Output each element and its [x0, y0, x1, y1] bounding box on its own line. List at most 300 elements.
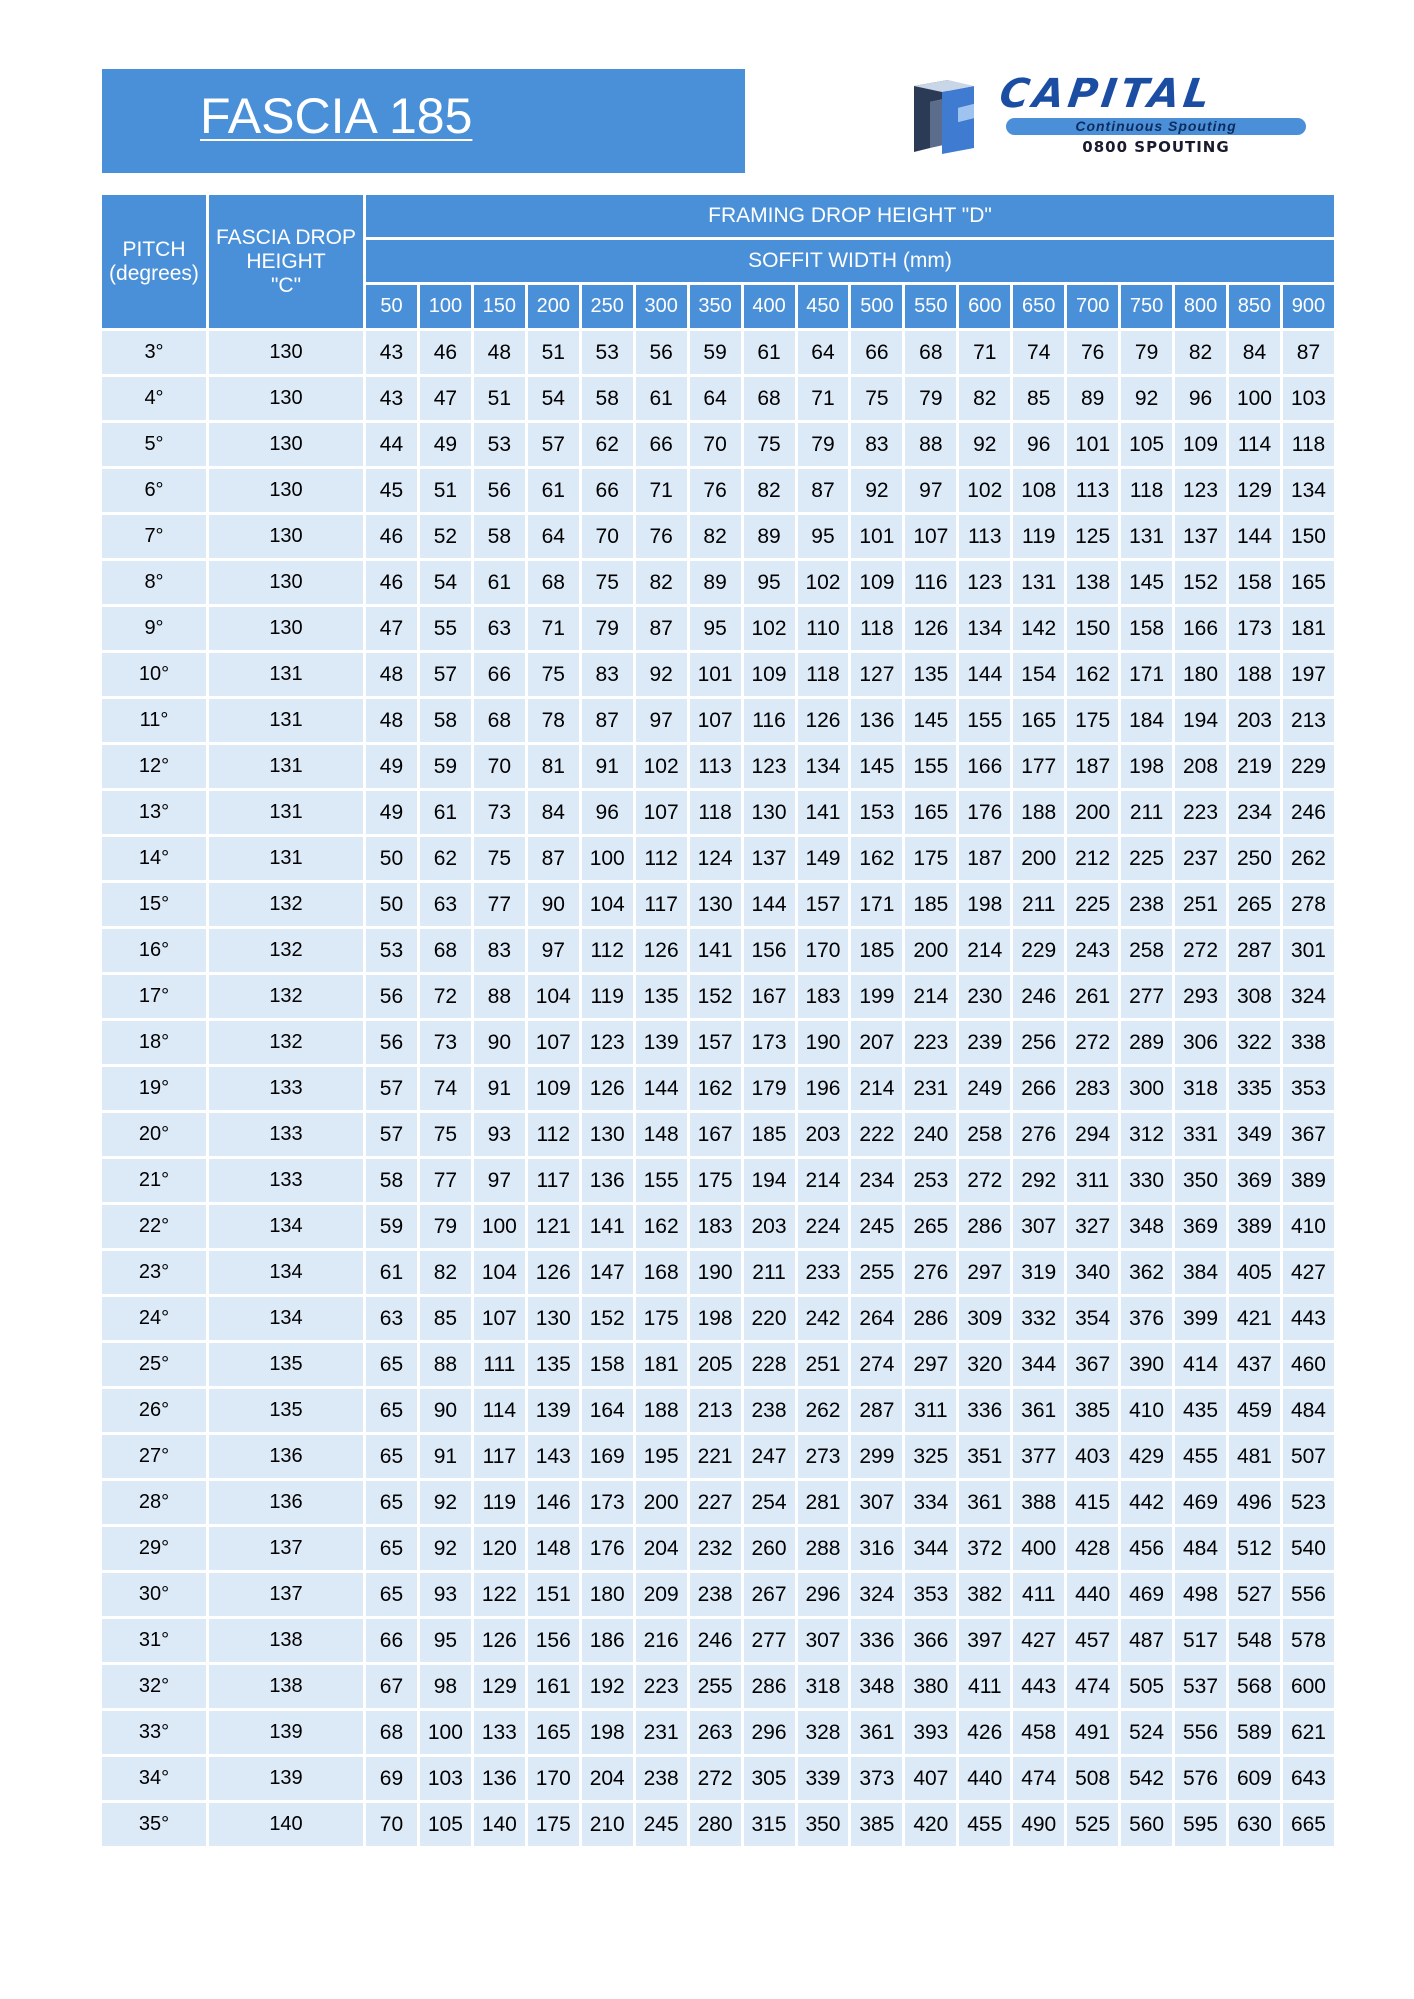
framing-drop-cell: 556: [1283, 1573, 1334, 1616]
framing-drop-cell: 57: [366, 1113, 417, 1156]
pitch-cell: 12°: [102, 745, 206, 788]
framing-drop-cell: 107: [474, 1297, 525, 1340]
framing-drop-cell: 167: [744, 975, 795, 1018]
framing-drop-cell: 134: [798, 745, 849, 788]
framing-drop-cell: 118: [798, 653, 849, 696]
framing-drop-cell: 184: [1121, 699, 1172, 742]
framing-drop-cell: 305: [744, 1757, 795, 1800]
framing-drop-cell: 52: [420, 515, 471, 558]
fascia-drop-cell: 130: [209, 423, 363, 466]
framing-drop-cell: 167: [690, 1113, 741, 1156]
framing-drop-cell: 251: [798, 1343, 849, 1386]
title-banner: [102, 69, 745, 173]
framing-drop-cell: 46: [366, 515, 417, 558]
framing-drop-cell: 293: [1175, 975, 1226, 1018]
pitch-cell: 14°: [102, 837, 206, 880]
framing-drop-cell: 334: [905, 1481, 956, 1524]
framing-drop-cell: 351: [959, 1435, 1010, 1478]
framing-drop-cell: 51: [420, 469, 471, 512]
framing-drop-cell: 92: [1121, 377, 1172, 420]
framing-drop-cell: 171: [1121, 653, 1172, 696]
table-row: [102, 929, 1334, 972]
framing-drop-cell: 589: [1229, 1711, 1280, 1754]
framing-drop-cell: 105: [420, 1803, 471, 1846]
framing-drop-cell: 136: [474, 1757, 525, 1800]
framing-drop-cell: 49: [420, 423, 471, 466]
soffit-width-150: 150: [474, 285, 525, 328]
framing-drop-cell: 48: [366, 653, 417, 696]
framing-drop-cell: 233: [798, 1251, 849, 1294]
framing-drop-cell: 112: [636, 837, 687, 880]
framing-drop-cell: 456: [1121, 1527, 1172, 1570]
framing-drop-cell: 484: [1283, 1389, 1334, 1432]
framing-drop-cell: 66: [474, 653, 525, 696]
framing-drop-cell: 609: [1229, 1757, 1280, 1800]
framing-drop-cell: 407: [905, 1757, 956, 1800]
framing-drop-cell: 144: [744, 883, 795, 926]
framing-drop-cell: 213: [1283, 699, 1334, 742]
framing-drop-cell: 219: [1229, 745, 1280, 788]
framing-drop-cell: 211: [744, 1251, 795, 1294]
page-title: FASCIA 185: [200, 88, 473, 144]
framing-drop-cell: 56: [636, 331, 687, 374]
framing-drop-cell: 93: [474, 1113, 525, 1156]
framing-drop-cell: 70: [474, 745, 525, 788]
framing-drop-cell: 287: [1229, 929, 1280, 972]
soffit-width-350: 350: [690, 285, 741, 328]
framing-drop-cell: 254: [744, 1481, 795, 1524]
framing-drop-cell: 361: [1013, 1389, 1064, 1432]
framing-drop-cell: 107: [905, 515, 956, 558]
framing-drop-cell: 136: [851, 699, 902, 742]
framing-drop-cell: 54: [420, 561, 471, 604]
framing-drop-cell: 578: [1283, 1619, 1334, 1662]
framing-drop-cell: 145: [851, 745, 902, 788]
framing-drop-cell: 384: [1175, 1251, 1226, 1294]
framing-drop-cell: 287: [851, 1389, 902, 1432]
framing-drop-cell: 96: [582, 791, 633, 834]
framing-drop-cell: 131: [1121, 515, 1172, 558]
framing-drop-cell: 548: [1229, 1619, 1280, 1662]
framing-drop-cell: 245: [636, 1803, 687, 1846]
framing-drop-cell: 621: [1283, 1711, 1334, 1754]
fascia-drop-cell: 131: [209, 745, 363, 788]
framing-drop-cell: 100: [474, 1205, 525, 1248]
pitch-cell: 18°: [102, 1021, 206, 1064]
fascia-drop-cell: 130: [209, 469, 363, 512]
fascia-drop-cell: 132: [209, 883, 363, 926]
framing-drop-cell: 255: [690, 1665, 741, 1708]
framing-drop-cell: 65: [366, 1481, 417, 1524]
pitch-cell: 27°: [102, 1435, 206, 1478]
framing-drop-cell: 265: [905, 1205, 956, 1248]
framing-drop-cell: 183: [690, 1205, 741, 1248]
framing-drop-cell: 198: [959, 883, 1010, 926]
framing-drop-cell: 246: [1283, 791, 1334, 834]
framing-drop-cell: 274: [851, 1343, 902, 1386]
framing-drop-cell: 187: [1067, 745, 1118, 788]
framing-drop-cell: 211: [1013, 883, 1064, 926]
table-row: [102, 1113, 1334, 1156]
table-row: [102, 1297, 1334, 1340]
table-row: [102, 1803, 1334, 1846]
soffit-width-800: 800: [1175, 285, 1226, 328]
framing-drop-cell: 104: [474, 1251, 525, 1294]
framing-drop-cell: 437: [1229, 1343, 1280, 1386]
framing-drop-cell: 100: [1229, 377, 1280, 420]
framing-drop-cell: 200: [905, 929, 956, 972]
framing-drop-cell: 299: [851, 1435, 902, 1478]
framing-drop-cell: 45: [366, 469, 417, 512]
soffit-width-700: 700: [1067, 285, 1118, 328]
framing-drop-cell: 297: [959, 1251, 1010, 1294]
fascia-drop-cell: 137: [209, 1527, 363, 1570]
framing-drop-cell: 114: [474, 1389, 525, 1432]
framing-drop-cell: 65: [366, 1573, 417, 1616]
framing-drop-cell: 524: [1121, 1711, 1172, 1754]
framing-drop-cell: 177: [1013, 745, 1064, 788]
framing-drop-cell: 296: [744, 1711, 795, 1754]
fascia-drop-cell: 140: [209, 1803, 363, 1846]
framing-drop-cell: 203: [1229, 699, 1280, 742]
framing-drop-cell: 61: [528, 469, 579, 512]
framing-drop-cell: 48: [474, 331, 525, 374]
framing-drop-cell: 427: [1283, 1251, 1334, 1294]
framing-drop-cell: 75: [851, 377, 902, 420]
framing-drop-cell: 251: [1175, 883, 1226, 926]
soffit-width-750: 750: [1121, 285, 1172, 328]
framing-drop-cell: 330: [1121, 1159, 1172, 1202]
pitch-header: [102, 195, 206, 328]
soffit-width-550: 550: [905, 285, 956, 328]
framing-drop-cell: 273: [798, 1435, 849, 1478]
pitch-cell: 5°: [102, 423, 206, 466]
framing-drop-cell: 272: [690, 1757, 741, 1800]
framing-drop-cell: 151: [528, 1573, 579, 1616]
table-row: [102, 1619, 1334, 1662]
framing-drop-cell: 262: [798, 1389, 849, 1432]
framing-drop-cell: 165: [528, 1711, 579, 1754]
framing-drop-cell: 527: [1229, 1573, 1280, 1616]
framing-drop-cell: 435: [1175, 1389, 1226, 1432]
framing-drop-cell: 320: [959, 1343, 1010, 1386]
pitch-cell: 29°: [102, 1527, 206, 1570]
framing-drop-cell: 238: [1121, 883, 1172, 926]
framing-drop-cell: 113: [690, 745, 741, 788]
framing-drop-cell: 88: [420, 1343, 471, 1386]
framing-drop-cell: 145: [1121, 561, 1172, 604]
framing-drop-cell: 139: [636, 1021, 687, 1064]
fascia-drop-cell: 131: [209, 653, 363, 696]
framing-drop-cell: 399: [1175, 1297, 1226, 1340]
pitch-cell: 3°: [102, 331, 206, 374]
framing-drop-cell: 327: [1067, 1205, 1118, 1248]
framing-drop-cell: 171: [851, 883, 902, 926]
framing-drop-cell: 229: [1013, 929, 1064, 972]
framing-drop-cell: 457: [1067, 1619, 1118, 1662]
framing-drop-cell: 47: [420, 377, 471, 420]
framing-drop-cell: 95: [744, 561, 795, 604]
framing-drop-cell: 65: [366, 1527, 417, 1570]
framing-drop-cell: 210: [582, 1803, 633, 1846]
framing-drop-cell: 277: [744, 1619, 795, 1662]
framing-drop-cell: 276: [1013, 1113, 1064, 1156]
framing-drop-cell: 135: [905, 653, 956, 696]
framing-drop-cell: 385: [851, 1803, 902, 1846]
fascia-drop-cell: 132: [209, 1021, 363, 1064]
framing-drop-cell: 134: [1283, 469, 1334, 512]
framing-drop-cell: 255: [851, 1251, 902, 1294]
framing-drop-cell: 61: [366, 1251, 417, 1294]
fascia-drop-cell: 136: [209, 1481, 363, 1524]
framing-drop-cell: 600: [1283, 1665, 1334, 1708]
framing-drop-cell: 103: [1283, 377, 1334, 420]
framing-drop-cell: 109: [851, 561, 902, 604]
framing-drop-cell: 458: [1013, 1711, 1064, 1754]
framing-drop-cell: 47: [366, 607, 417, 650]
framing-drop-cell: 138: [1067, 561, 1118, 604]
framing-drop-cell: 247: [744, 1435, 795, 1478]
framing-drop-cell: 204: [636, 1527, 687, 1570]
framing-drop-cell: 390: [1121, 1343, 1172, 1386]
framing-drop-cell: 367: [1283, 1113, 1334, 1156]
framing-drop-cell: 260: [744, 1527, 795, 1570]
framing-drop-cell: 147: [582, 1251, 633, 1294]
framing-drop-cell: 207: [851, 1021, 902, 1064]
framing-drop-cell: 105: [1121, 423, 1172, 466]
framing-drop-cell: 542: [1121, 1757, 1172, 1800]
framing-drop-cell: 53: [474, 423, 525, 466]
framing-drop-cell: 118: [1283, 423, 1334, 466]
framing-drop-cell: 200: [636, 1481, 687, 1524]
pitch-cell: 24°: [102, 1297, 206, 1340]
framing-drop-cell: 113: [959, 515, 1010, 558]
framing-drop-cell: 90: [420, 1389, 471, 1432]
framing-drop-cell: 198: [1121, 745, 1172, 788]
framing-drop-cell: 238: [690, 1573, 741, 1616]
framing-drop-cell: 56: [366, 1021, 417, 1064]
framing-drop-cell: 180: [582, 1573, 633, 1616]
framing-drop-cell: 261: [1067, 975, 1118, 1018]
framing-drop-cell: 505: [1121, 1665, 1172, 1708]
framing-drop-cell: 281: [798, 1481, 849, 1524]
fascia-drop-cell: 130: [209, 607, 363, 650]
framing-drop-cell: 525: [1067, 1803, 1118, 1846]
framing-drop-cell: 237: [1175, 837, 1226, 880]
framing-drop-cell: 440: [1067, 1573, 1118, 1616]
framing-drop-cell: 93: [420, 1573, 471, 1616]
framing-drop-cell: 92: [851, 469, 902, 512]
framing-drop-cell: 91: [582, 745, 633, 788]
framing-drop-cell: 68: [528, 561, 579, 604]
framing-drop-cell: 79: [905, 377, 956, 420]
framing-drop-cell: 225: [1067, 883, 1118, 926]
framing-drop-cell: 64: [690, 377, 741, 420]
framing-drop-cell: 576: [1175, 1757, 1226, 1800]
framing-drop-cell: 203: [744, 1205, 795, 1248]
framing-drop-cell: 143: [528, 1435, 579, 1478]
framing-drop-cell: 340: [1067, 1251, 1118, 1294]
framing-drop-cell: 144: [1229, 515, 1280, 558]
framing-drop-cell: 61: [744, 331, 795, 374]
fascia-drop-cell: 134: [209, 1205, 363, 1248]
framing-drop-cell: 88: [474, 975, 525, 1018]
framing-drop-cell: 76: [1067, 331, 1118, 374]
framing-drop-cell: 102: [744, 607, 795, 650]
framing-drop-cell: 49: [366, 745, 417, 788]
framing-drop-cell: 238: [744, 1389, 795, 1432]
framing-drop-cell: 324: [851, 1573, 902, 1616]
framing-drop-cell: 258: [959, 1113, 1010, 1156]
framing-drop-cell: 123: [959, 561, 1010, 604]
framing-drop-cell: 188: [636, 1389, 687, 1432]
framing-drop-cell: 264: [851, 1297, 902, 1340]
fascia-drop-cell: 136: [209, 1435, 363, 1478]
framing-drop-cell: 175: [690, 1159, 741, 1202]
framing-drop-cell: 369: [1175, 1205, 1226, 1248]
framing-drop-cell: 411: [1013, 1573, 1064, 1616]
framing-drop-cell: 496: [1229, 1481, 1280, 1524]
fascia-drop-cell: 133: [209, 1067, 363, 1110]
framing-drop-cell: 77: [420, 1159, 471, 1202]
framing-drop-cell: 43: [366, 377, 417, 420]
table-row: [102, 1481, 1334, 1524]
framing-drop-cell: 568: [1229, 1665, 1280, 1708]
framing-drop-cell: 336: [959, 1389, 1010, 1432]
framing-drop-cell: 62: [420, 837, 471, 880]
framing-drop-cell: 595: [1175, 1803, 1226, 1846]
framing-drop-cell: 130: [528, 1297, 579, 1340]
framing-drop-cell: 126: [528, 1251, 579, 1294]
framing-drop-cell: 238: [636, 1757, 687, 1800]
framing-drop-cell: 243: [1067, 929, 1118, 972]
framing-drop-cell: 162: [690, 1067, 741, 1110]
framing-drop-cell: 332: [1013, 1297, 1064, 1340]
framing-drop-cell: 169: [582, 1435, 633, 1478]
framing-drop-cell: 109: [528, 1067, 579, 1110]
logo-mark-icon: [908, 78, 980, 158]
framing-drop-cell: 133: [474, 1711, 525, 1754]
framing-drop-cell: 311: [905, 1389, 956, 1432]
framing-drop-cell: 491: [1067, 1711, 1118, 1754]
framing-drop-cell: 130: [744, 791, 795, 834]
framing-drop-cell: 318: [1175, 1067, 1226, 1110]
framing-drop-cell: 50: [366, 883, 417, 926]
framing-drop-cell: 350: [1175, 1159, 1226, 1202]
framing-drop-cell: 246: [690, 1619, 741, 1662]
framing-drop-cell: 192: [582, 1665, 633, 1708]
framing-drop-cell: 474: [1067, 1665, 1118, 1708]
framing-drop-cell: 116: [905, 561, 956, 604]
framing-drop-cell: 158: [1121, 607, 1172, 650]
framing-drop-cell: 79: [420, 1205, 471, 1248]
framing-drop-cell: 73: [474, 791, 525, 834]
pitch-cell: 7°: [102, 515, 206, 558]
framing-drop-cell: 79: [582, 607, 633, 650]
framing-drop-cell: 90: [528, 883, 579, 926]
framing-drop-cell: 150: [1067, 607, 1118, 650]
framing-drop-cell: 89: [1067, 377, 1118, 420]
framing-drop-cell: 91: [420, 1435, 471, 1478]
framing-drop-cell: 328: [798, 1711, 849, 1754]
pitch-cell: 33°: [102, 1711, 206, 1754]
framing-drop-cell: 349: [1229, 1113, 1280, 1156]
framing-drop-cell: 187: [959, 837, 1010, 880]
framing-drop-cell: 220: [744, 1297, 795, 1340]
fascia-drop-cell: 139: [209, 1757, 363, 1800]
framing-drop-cell: 225: [1121, 837, 1172, 880]
framing-drop-cell: 256: [1013, 1021, 1064, 1064]
framing-drop-cell: 68: [905, 331, 956, 374]
framing-drop-cell: 630: [1229, 1803, 1280, 1846]
framing-drop-cell: 362: [1121, 1251, 1172, 1294]
framing-drop-cell: 231: [905, 1067, 956, 1110]
framing-drop-cell: 126: [905, 607, 956, 650]
framing-drop-cell: 66: [636, 423, 687, 466]
framing-drop-cell: 203: [798, 1113, 849, 1156]
fascia-drop-cell: 131: [209, 791, 363, 834]
framing-drop-cell: 71: [798, 377, 849, 420]
framing-drop-cell: 54: [528, 377, 579, 420]
framing-drop-cell: 148: [636, 1113, 687, 1156]
framing-drop-cell: 175: [528, 1803, 579, 1846]
framing-drop-cell: 361: [959, 1481, 1010, 1524]
framing-drop-cell: 81: [528, 745, 579, 788]
framing-drop-cell: 144: [636, 1067, 687, 1110]
framing-drop-cell: 123: [744, 745, 795, 788]
framing-drop-cell: 49: [366, 791, 417, 834]
framing-drop-cell: 141: [798, 791, 849, 834]
framing-drop-cell: 107: [690, 699, 741, 742]
framing-drop-cell: 198: [690, 1297, 741, 1340]
soffit-width-650: 650: [1013, 285, 1064, 328]
framing-drop-cell: 318: [798, 1665, 849, 1708]
framing-drop-cell: 83: [851, 423, 902, 466]
framing-drop-cell: 85: [420, 1297, 471, 1340]
framing-drop-cell: 170: [798, 929, 849, 972]
framing-drop-cell: 114: [1229, 423, 1280, 466]
framing-drop-cell: 348: [1121, 1205, 1172, 1248]
framing-drop-cell: 487: [1121, 1619, 1172, 1662]
framing-drop-cell: 173: [582, 1481, 633, 1524]
framing-drop-cell: 158: [582, 1343, 633, 1386]
framing-drop-cell: 442: [1121, 1481, 1172, 1524]
framing-drop-cell: 112: [528, 1113, 579, 1156]
framing-drop-cell: 250: [1229, 837, 1280, 880]
framing-drop-cell: 65: [366, 1435, 417, 1478]
framing-drop-cell: 43: [366, 331, 417, 374]
framing-drop-cell: 175: [636, 1297, 687, 1340]
framing-drop-cell: 107: [528, 1021, 579, 1064]
table-row: [102, 1067, 1334, 1110]
framing-drop-cell: 100: [420, 1711, 471, 1754]
framing-drop-cell: 231: [636, 1711, 687, 1754]
pitch-cell: 21°: [102, 1159, 206, 1202]
pitch-cell: 26°: [102, 1389, 206, 1432]
framing-drop-cell: 118: [690, 791, 741, 834]
framing-drop-cell: 232: [690, 1527, 741, 1570]
framing-drop-cell: 154: [1013, 653, 1064, 696]
framing-drop-cell: 376: [1121, 1297, 1172, 1340]
soffit-width-850: 850: [1229, 285, 1280, 328]
framing-drop-cell: 77: [474, 883, 525, 926]
framing-drop-cell: 469: [1121, 1573, 1172, 1616]
framing-drop-cell: 101: [690, 653, 741, 696]
framing-drop-cell: 68: [420, 929, 471, 972]
framing-drop-cell: 135: [636, 975, 687, 1018]
framing-drop-cell: 556: [1175, 1711, 1226, 1754]
framing-drop-cell: 164: [582, 1389, 633, 1432]
